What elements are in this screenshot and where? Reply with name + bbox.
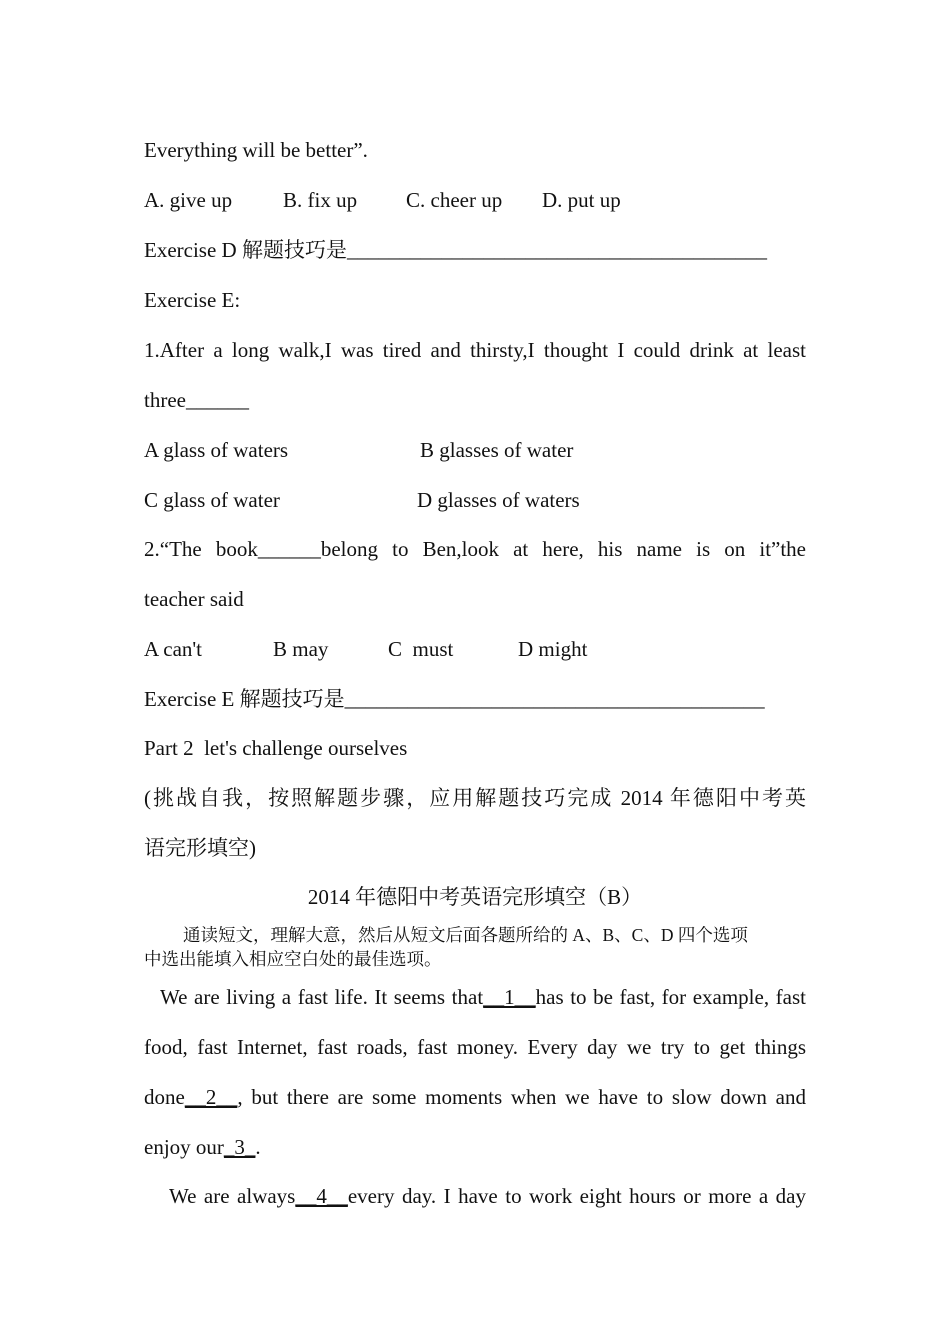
passage-text: enjoy our <box>144 1135 224 1159</box>
passage-line <box>169 1183 806 1209</box>
part-2-instruction-line2: 语完形填空) <box>144 836 256 860</box>
passage-text: done <box>144 1085 185 1109</box>
option-c: C must <box>388 637 454 661</box>
option-b: B glasses of water <box>420 438 574 462</box>
part-2-instruction-line1: (挑战自我，按照解题步骤，应用解题技巧完成 2014 年德阳中考英 <box>144 786 806 810</box>
passage-line: food, fast Internet, fast roads, fast money. Every day we try to get things <box>144 1035 806 1059</box>
passage-text: , but there are some moments when we have to slow down and <box>237 1085 806 1109</box>
passage-text: has to be fast, for example, fast <box>535 985 806 1009</box>
passage-instruction-line1: 通读短文，理解大意，然后从短文后面各题所给的 A、B、C、D 四个选项 <box>183 925 748 945</box>
blank-4: __4__ <box>295 1184 348 1208</box>
passage-text: We are always <box>169 1184 296 1208</box>
passage-line <box>160 984 806 1010</box>
option-c: C. cheer up <box>406 188 503 212</box>
exercise-e-heading: Exercise E: <box>144 288 241 312</box>
option-a: A can't <box>144 637 203 661</box>
passage-title: 2014 年德阳中考英语完形填空（B） <box>307 885 643 909</box>
exercise-e-tip: Exercise E 解题技巧是________________________________________ <box>144 687 765 711</box>
passage-text: every day. I have to work eight hours or more a day <box>347 1184 806 1208</box>
option-d: D. put up <box>542 188 621 212</box>
question-e1-line2: three______ <box>144 388 249 412</box>
option-b: B may <box>273 637 329 661</box>
question-e1-line1: 1.After a long walk,I was tired and thirsty,I thought I could drink at least <box>144 338 806 362</box>
question-e2-line2: teacher said <box>144 587 244 611</box>
option-a: A. give up <box>144 188 233 212</box>
option-d: D glasses of waters <box>417 488 580 512</box>
option-d: D might <box>518 637 588 661</box>
blank-3: _3_ <box>223 1135 256 1159</box>
text-line: Everything will be better”. <box>144 138 368 162</box>
passage-line <box>144 1084 806 1110</box>
part-2-heading: Part 2 let's challenge ourselves <box>144 736 408 760</box>
passage-instruction-line2: 中选出能填入相应空白处的最佳选项。 <box>144 949 442 969</box>
passage-line <box>144 1134 806 1160</box>
passage-text: We are living a fast life. It seems that <box>160 985 484 1009</box>
option-b: B. fix up <box>283 188 358 212</box>
question-e2-line1: 2.“The book______belong to Ben,look at here, his name is on it”the <box>144 537 806 561</box>
exercise-d-tip: Exercise D 解题技巧是________________________________________ <box>144 238 767 262</box>
blank-1: __1__ <box>483 985 536 1009</box>
blank-2: __2__ <box>184 1085 238 1109</box>
passage-text: . <box>255 1135 261 1159</box>
option-c: C glass of water <box>144 488 280 512</box>
option-a: A glass of waters <box>144 438 289 462</box>
